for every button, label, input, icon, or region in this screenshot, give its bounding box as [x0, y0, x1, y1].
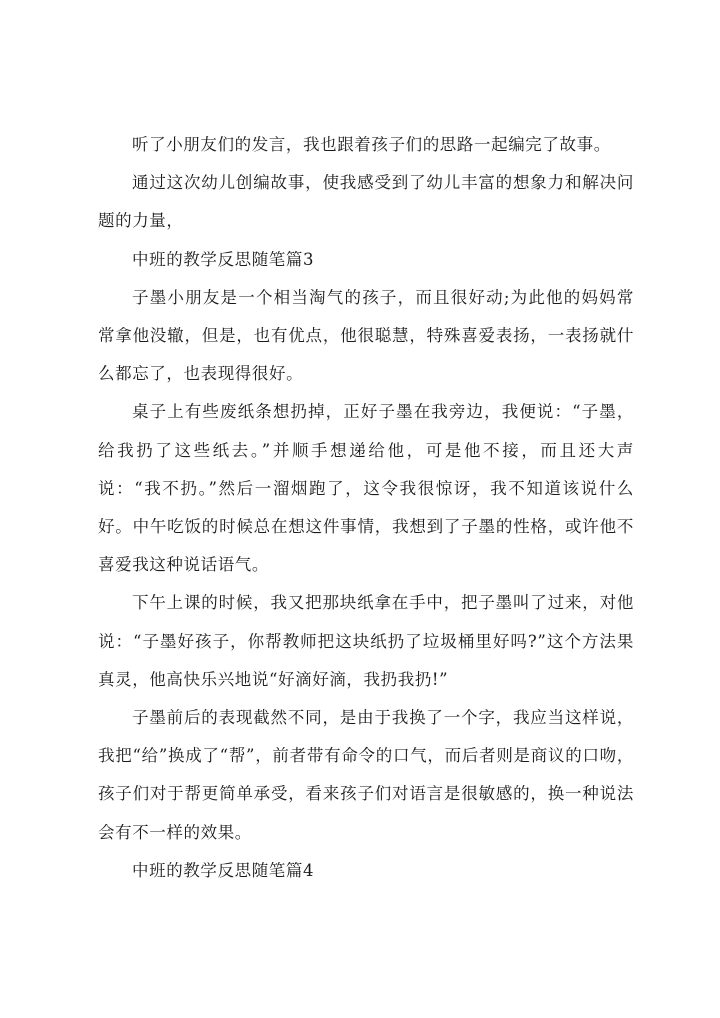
section-heading-3: 中班的教学反思随笔篇3 [132, 249, 315, 269]
paragraph-2: 通过这次幼儿创编故事，使我感受到了幼儿丰富的想象力和解决问题的力量， [98, 173, 634, 231]
document-body [98, 126, 634, 890]
paragraph-5: 下午上课的时候，我又把那块纸拿在手中，把子墨叫了过来，对他说：“子墨好孩子，你帮教师把这块纸扔了垃圾桶里好吗?”这个方法果真灵，他高快乐兴地说“好滴好滴，我扔我扔!” [98, 593, 634, 689]
paragraph-3: 子墨小朋友是一个相当淘气的孩子，而且很好动;为此他的妈妈常常拿他没辙，但是，也有优点，他很聪慧，特殊喜爱表扬，一表扬就什么都忘了，也表现得很好。 [98, 287, 634, 384]
paragraph-6: 子墨前后的表现截然不同，是由于我换了一个字，我应当这样说，我把“给”换成了“帮”，前者带有命令的口气，而后者则是商议的口吻，孩子们对于帮更简单承受，看来孩子们对语言是很敏感的，换一种说法会有不一样的效果。 [98, 708, 634, 842]
paragraph-4: 桌子上有些废纸条想扔掉，正好子墨在我旁边，我便说：“子墨，给我扔了这些纸去。”并顺手想递给他，可是他不接，而且还大声说：“我不扔。”然后一溜烟跑了，这令我很惊讶，我不知道该说什么好。中午吃饭的时候总在想这件事情，我想到了子墨的性格，或许他不喜爱我这种说话语气。 [98, 402, 634, 575]
section-heading-4: 中班的教学反思随笔篇4 [132, 860, 315, 880]
paragraph-1: 听了小朋友们的发言，我也跟着孩子们的思路一起编完了故事。 [132, 135, 611, 154]
